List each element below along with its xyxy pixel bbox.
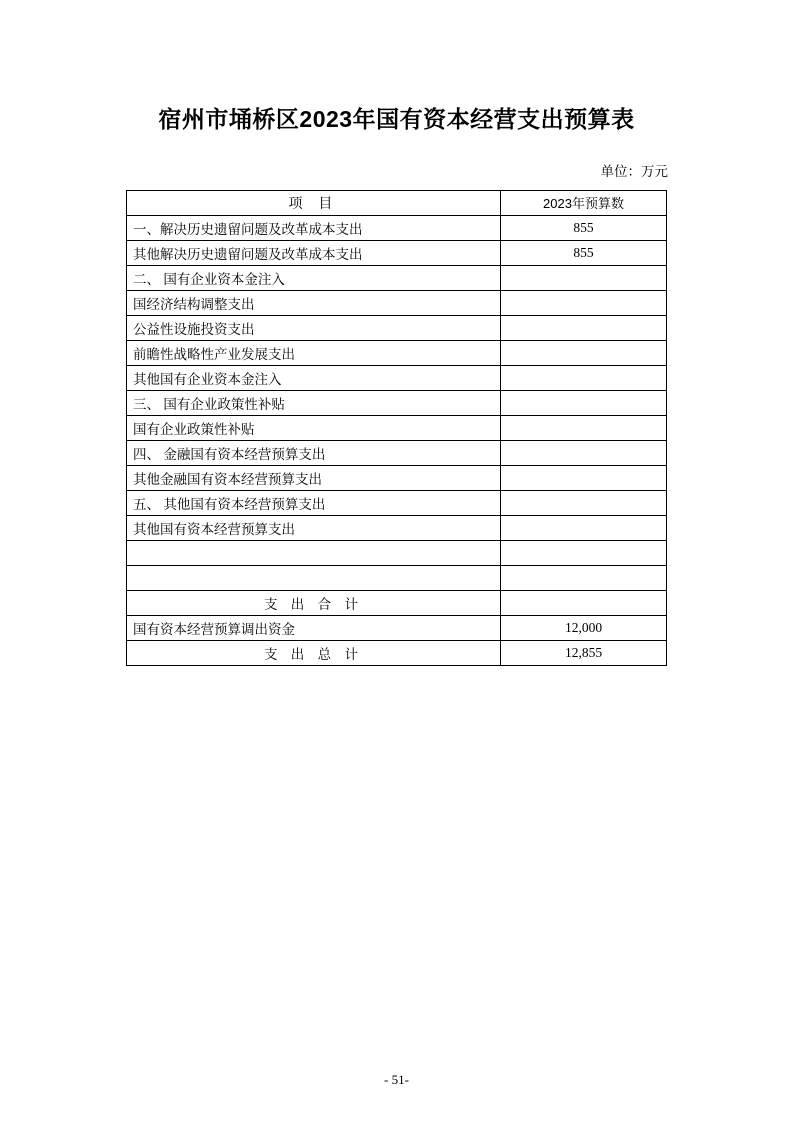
- table-row: [127, 240, 667, 265]
- table-row: [127, 265, 667, 290]
- row-amount: [501, 440, 667, 465]
- row-amount: [501, 565, 667, 590]
- row-amount: [501, 290, 667, 315]
- row-label: [127, 540, 501, 565]
- budget-table-container: [0, 190, 793, 666]
- budget-table: [126, 190, 667, 666]
- table-row: [127, 465, 667, 490]
- row-label: 支 出 合 计: [127, 590, 501, 615]
- row-label: 三、 国有企业政策性补贴: [127, 390, 501, 415]
- table-row: [127, 215, 667, 240]
- row-label: [127, 565, 501, 590]
- row-label: 其他解决历史遗留问题及改革成本支出: [127, 240, 501, 265]
- table-row: [127, 515, 667, 540]
- row-amount: [501, 490, 667, 515]
- row-amount: 12,855: [501, 640, 667, 665]
- table-row: [127, 490, 667, 515]
- unit-note: 单位：万元: [600, 163, 668, 179]
- row-amount: [501, 415, 667, 440]
- row-label: 四、 金融国有资本经营预算支出: [127, 440, 501, 465]
- table-row: [127, 640, 667, 665]
- row-amount: 855: [501, 215, 667, 240]
- row-label: 国经济结构调整支出: [127, 290, 501, 315]
- row-amount: [501, 590, 667, 615]
- row-label: 二、 国有企业资本金注入: [127, 265, 501, 290]
- row-label: 前瞻性战略性产业发展支出: [127, 340, 501, 365]
- budget-table-body: [127, 215, 667, 665]
- row-label: 五、 其他国有资本经营预算支出: [127, 490, 501, 515]
- row-label: 支 出 总 计: [127, 640, 501, 665]
- row-label: 一、解决历史遗留问题及改革成本支出: [127, 215, 501, 240]
- table-row: [127, 440, 667, 465]
- row-label: 其他金融国有资本经营预算支出: [127, 465, 501, 490]
- row-amount: [501, 390, 667, 415]
- table-row: [127, 615, 667, 640]
- table-header-row: [127, 190, 667, 215]
- row-amount: [501, 465, 667, 490]
- table-row: [127, 540, 667, 565]
- row-amount: [501, 315, 667, 340]
- table-row: [127, 415, 667, 440]
- row-label: 其他国有企业资本金注入: [127, 365, 501, 390]
- table-row: [127, 290, 667, 315]
- table-row: [127, 565, 667, 590]
- row-amount: [501, 340, 667, 365]
- row-amount: [501, 265, 667, 290]
- table-row: [127, 340, 667, 365]
- row-label: 国有资本经营预算调出资金: [127, 615, 501, 640]
- row-label: 国有企业政策性补贴: [127, 415, 501, 440]
- row-amount: [501, 365, 667, 390]
- page-title: 宿州市埇桥区2023年国有资本经营支出预算表: [158, 106, 635, 132]
- table-row: [127, 365, 667, 390]
- page-number: - 51-: [384, 1072, 409, 1087]
- row-amount: [501, 515, 667, 540]
- column-header-amount: 2023年预算数: [501, 190, 667, 215]
- row-label: 其他国有资本经营预算支出: [127, 515, 501, 540]
- row-amount: 12,000: [501, 615, 667, 640]
- table-row: [127, 590, 667, 615]
- table-row: [127, 390, 667, 415]
- row-amount: [501, 540, 667, 565]
- row-label: 公益性设施投资支出: [127, 315, 501, 340]
- table-row: [127, 315, 667, 340]
- row-amount: 855: [501, 240, 667, 265]
- column-header-item: 项 目: [127, 190, 501, 215]
